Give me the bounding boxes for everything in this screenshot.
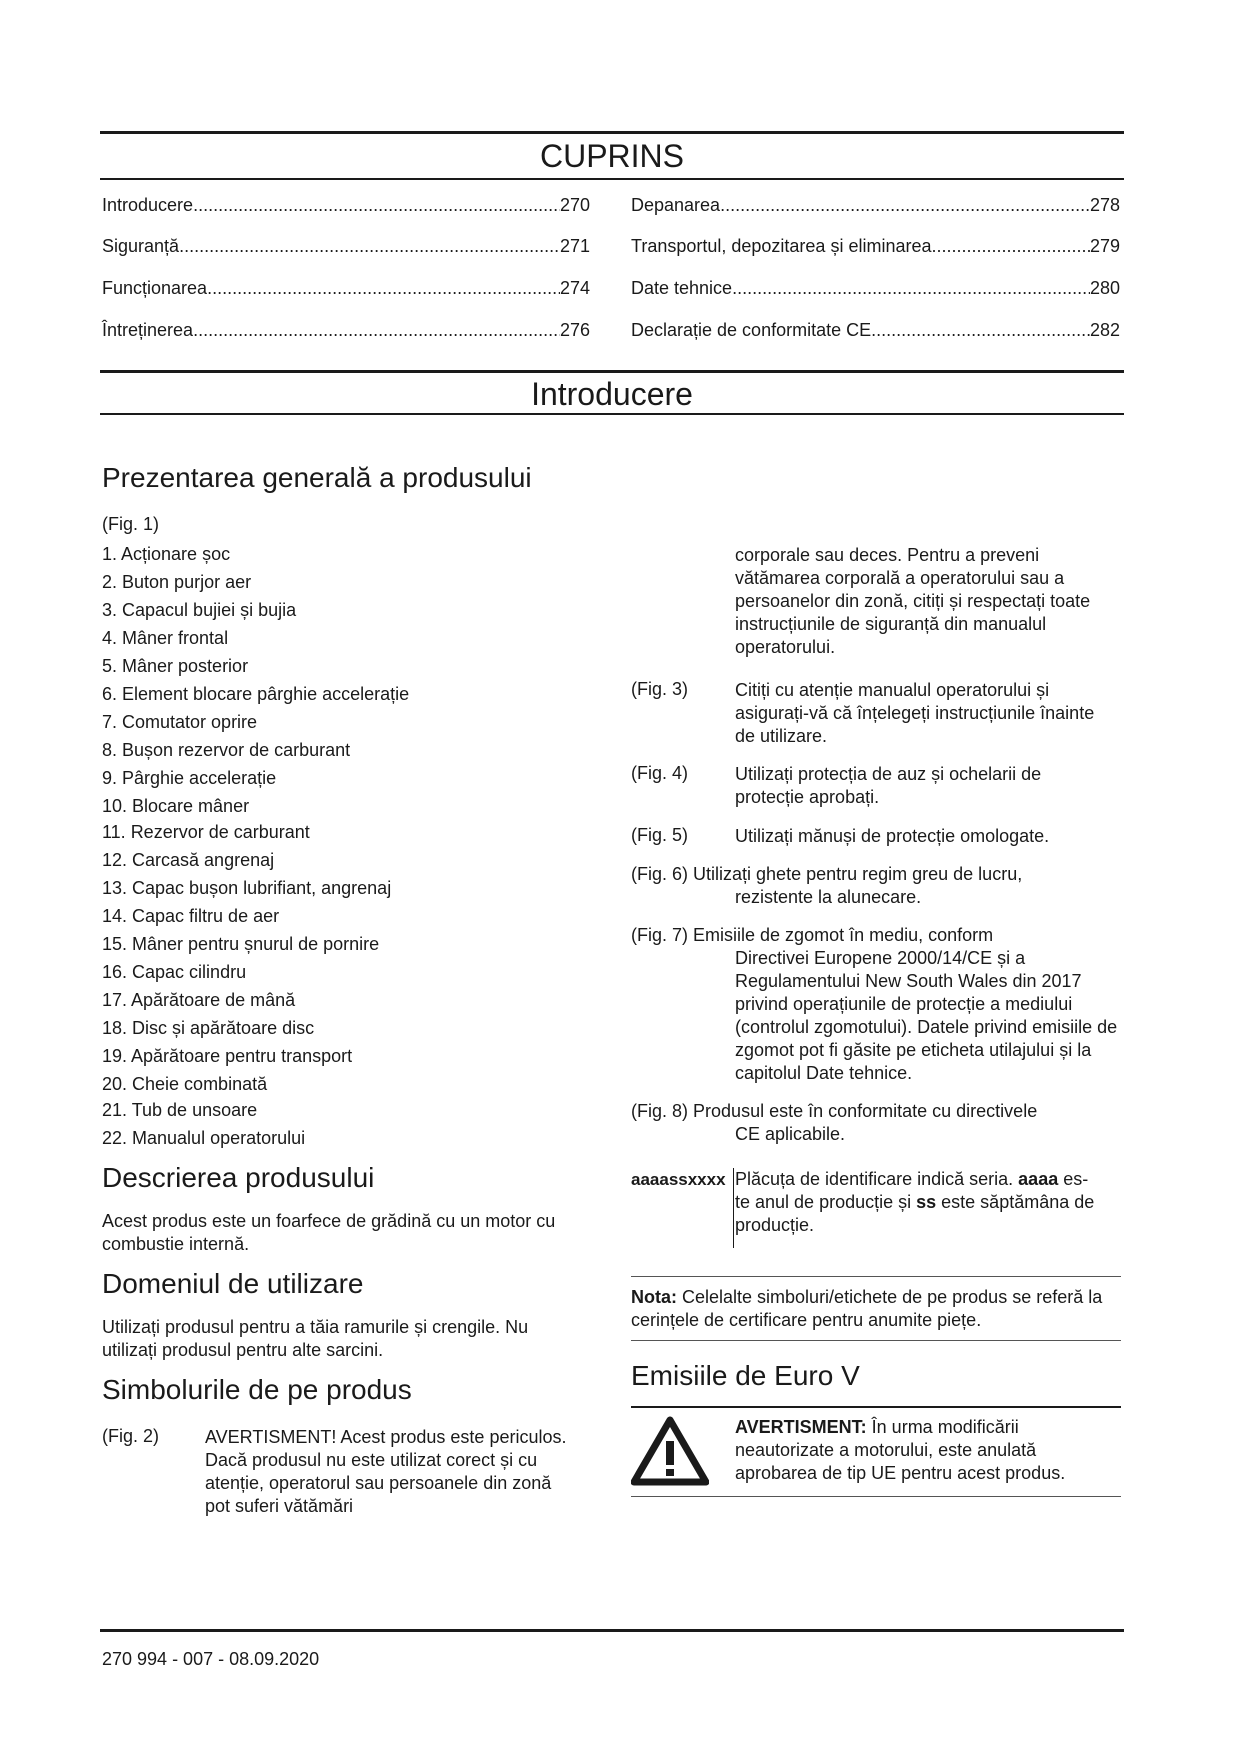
toc-entry-page: 278: [1089, 195, 1120, 215]
list-item: 2. Buton purjor aer: [102, 572, 252, 592]
list-item: 20. Cheie combinată: [102, 1074, 268, 1094]
section-top-rule: [100, 370, 1124, 373]
fig-label: (Fig. 5): [631, 825, 689, 845]
list-item: 18. Disc și apărătoare disc: [102, 1018, 315, 1038]
warning-bottom-rule: [631, 1496, 1121, 1497]
warning-text: AVERTISMENT: În urma modificării neautorizate a motorului, este anulată aprobarea de tip UE pentru acest produs.: [735, 1417, 1066, 1483]
note-text: Celelalte simboluri/etichete de pe produs se referă la cerințele de certificare pentru anumite piețe.: [631, 1287, 1103, 1330]
list-item: 15. Mâner pentru șnurul de pornire: [102, 934, 380, 954]
toc-entry-label: Transportul, depozitarea și eliminarea: [631, 236, 932, 256]
fig-label: (Fig. 7): [631, 925, 689, 945]
toc-entry-label: Întreținerea: [102, 320, 194, 340]
fig-text: Produsul este în conformitate cu directivele: [693, 1101, 1038, 1121]
list-item: 8. Bușon rezervor de carburant: [102, 740, 351, 760]
fig-text-continued: corporale sau deces. Pentru a preveni vătămarea corporală a operatorului sau a persoanelor din zonă, citiți și respectați toate instrucțiunile de siguranță din manualul operatorului.: [735, 545, 1091, 657]
toc-entry[interactable]: [631, 195, 1120, 216]
toc-entry-page: 280: [1089, 278, 1120, 298]
serial-code: aaaassxxxx: [631, 1170, 726, 1189]
toc-entry[interactable]: [631, 320, 1120, 341]
list-item: 4. Mâner frontal: [102, 628, 229, 648]
overview-heading: Prezentarea generală a produsului: [102, 462, 532, 493]
warning-triangle-icon: [631, 1416, 709, 1486]
list-item: 16. Capac cilindru: [102, 962, 247, 982]
list-item: 6. Element blocare pârghie accelerație: [102, 684, 410, 704]
list-item: 21. Tub de unsoare: [102, 1100, 258, 1120]
fig-row: [631, 924, 993, 947]
description-heading: Descrierea produsului: [102, 1162, 375, 1193]
fig-ref: (Fig. 1): [102, 514, 160, 534]
fig-row: [631, 1100, 1037, 1123]
fig-text: Directivei Europene 2000/14/CE și a Regulamentului New South Wales din 2017 privind operațiunile de protecție a mediului (controlul zgomotului). Datele privind emisiile de zgomot pot fi găsite pe eticheta utilajului și la capitolul Date tehnice.: [735, 948, 1118, 1083]
fig-label: (Fig. 6): [631, 864, 689, 884]
fig-label: (Fig. 4): [631, 763, 689, 783]
serial-text: Plăcuța de identificare indică seria. aaaa es- te anul de producție și ss este săptămâna de producție.: [735, 1169, 1095, 1235]
fig-label: (Fig. 8): [631, 1101, 689, 1121]
toc-entry[interactable]: [631, 236, 1120, 257]
fig-text: AVERTISMENT! Acest produs este periculos. Dacă produsul nu este utilizat corect și cu atenție, operatorul sau persoanele din zonă pot suferi vătămări: [205, 1427, 567, 1516]
toc-entry[interactable]: [102, 278, 590, 299]
usage-heading: Domeniul de utilizare: [102, 1268, 364, 1299]
toc-entry-label: Date tehnice: [631, 278, 733, 298]
list-item: 17. Apărătoare de mână: [102, 990, 296, 1010]
toc-entry[interactable]: [631, 278, 1120, 299]
list-item: 9. Pârghie accelerație: [102, 768, 277, 788]
section-title-rule: [100, 413, 1124, 415]
list-item: 7. Comutator oprire: [102, 712, 258, 732]
list-item: 5. Mâner posterior: [102, 656, 249, 676]
toc-entry-page: 270: [559, 195, 590, 215]
list-item: 3. Capacul bujiei și bujia: [102, 600, 297, 620]
warning-label: AVERTISMENT:: [735, 1417, 867, 1437]
toc-entry-page: 274: [559, 278, 590, 298]
toc-entry-page: 282: [1089, 320, 1120, 340]
toc-entry-label: Declarație de conformitate CE: [631, 320, 872, 340]
fig-text: rezistente la alunecare.: [735, 887, 922, 907]
usage-text: Utilizați produsul pentru a tăia ramurile și crengile. Nu utilizați produsul pentru alte sarcini.: [102, 1317, 529, 1360]
fig-text: Utilizați ghete pentru regim greu de lucru,: [693, 864, 1023, 884]
serial-divider: [733, 1168, 734, 1248]
fig-label: (Fig. 3): [631, 679, 689, 699]
fig-row: [631, 863, 1022, 886]
list-item: 1. Acționare șoc: [102, 544, 231, 564]
toc-entry-label: Depanarea: [631, 195, 721, 215]
symbols-heading: Simbolurile de pe produs: [102, 1374, 412, 1405]
section-title: Introducere: [531, 376, 693, 412]
note-bottom-rule: [631, 1340, 1121, 1341]
toc-entry[interactable]: [102, 236, 590, 257]
warning-top-rule: [631, 1406, 1121, 1408]
fig-label: (Fig. 2): [102, 1426, 160, 1446]
fig-text: Utilizați protecția de auz și ochelarii de protecție aprobați.: [735, 764, 1042, 807]
description-text: Acest produs este un foarfece de grădină cu un motor cu combustie internă.: [102, 1211, 556, 1254]
list-item: 14. Capac filtru de aer: [102, 906, 280, 926]
toc-entry[interactable]: [102, 320, 590, 341]
toc-entry-label: Funcționarea: [102, 278, 208, 298]
fig-text: Utilizați mănuși de protecție omologate.: [735, 826, 1050, 846]
list-item: 19. Apărătoare pentru transport: [102, 1046, 353, 1066]
list-item: 11. Rezervor de carburant: [102, 822, 310, 842]
note: [631, 1286, 1121, 1332]
list-item: 10. Blocare mâner: [102, 796, 250, 816]
toc-title-rule: [100, 178, 1124, 180]
note-label: Nota:: [631, 1287, 677, 1307]
list-item: 22. Manualul operatorului: [102, 1128, 306, 1148]
footer-doc-ref: 270 994 - 007 - 08.09.2020: [102, 1649, 320, 1669]
fig-text: CE aplicabile.: [735, 1124, 846, 1144]
toc-entry[interactable]: [102, 195, 590, 216]
toc-title: CUPRINS: [539, 138, 684, 174]
toc-top-rule: [100, 131, 1124, 134]
fig-text: Emisiile de zgomot în mediu, conform: [693, 925, 994, 945]
toc-entry-label: Siguranță: [102, 236, 180, 256]
note-top-rule: [631, 1276, 1121, 1277]
toc-entry-page: 279: [1089, 236, 1120, 256]
fig-text: Citiți cu atenție manualul operatorului și asigurați-vă că înțelegeți instrucțiunile înainte de utilizare.: [735, 680, 1095, 746]
toc-entry-label: Introducere: [102, 195, 194, 215]
toc-entry-page: 276: [559, 320, 590, 340]
list-item: 13. Capac bușon lubrifiant, angrenaj: [102, 878, 392, 898]
euro-heading: Emisiile de Euro V: [631, 1360, 860, 1391]
toc-entry-page: 271: [559, 236, 590, 256]
list-item: 12. Carcasă angrenaj: [102, 850, 275, 870]
footer-rule: [100, 1629, 1124, 1632]
